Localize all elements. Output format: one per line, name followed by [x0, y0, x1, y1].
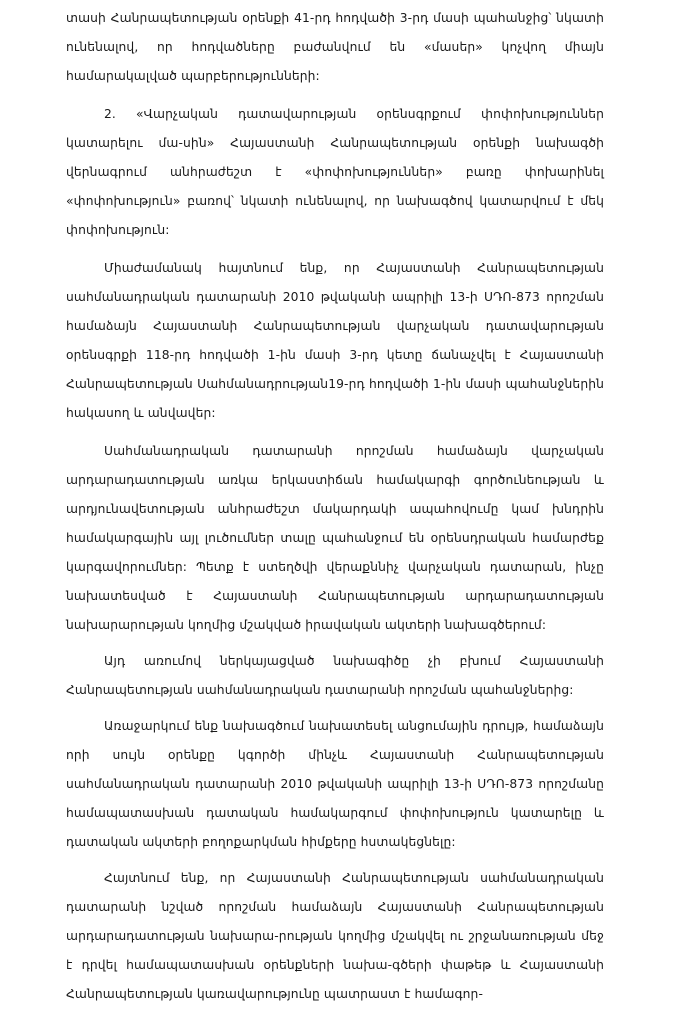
paragraph-draft-noncompliance: Այդ առումով ներկայացված նախագիծը չի բխում Հայաստանի Հանրապետության սահմանադրական դատարանի որոշման պահանջներից: — [66, 654, 604, 697]
document-body — [66, 4, 604, 1009]
paragraph-ministry-package: Հայտնում ենք, որ Հայաստանի Հանրապետության սահմանադրական դատարանի նշված որոշման համաձայն Հայաստանի Հանրապետության արդարադատության նախարա-րության կողմից մշակվել ու շրջանառության մեջ է դրվել համապատասխան օրենքների նախա-գծերի փաթեթ և Հայաստանի Հանրապետության կառավարությունը պատրաստ է համագոր- — [66, 871, 604, 1001]
paragraph-item-2: 2. «Վարչական դատավարության օրենսգրքում փոփոխություններ կատարելու մա-սին» Հայաստանի Հանրապետության օրենքի նախագծի վերնագրում անհրաժեշտ է «փոփոխություններ» բառը փոխարինել «փոփոխություն» բառով՝ նկատի ունենալով, որ նախագծով կատարվում է մեկ փոփոխություն: — [66, 107, 604, 237]
paragraph-constitutional-court-decision: Միաժամանակ հայտնում ենք, որ Հայաստանի Հանրապետության սահմանադրական դատարանի 2010 թվականի ապրիլի 13-ի ՍԴՈ-873 որոշման համաձայն Հայաստանի Հանրապետության վարչական դատավարության օրենսգրքի 118-րդ հոդվածի 1-ին մասի 3-րդ կետը ճանաչվել է Հայաստանի Հանրապետության Սահմանադրության19-րդ հոդվածի 1-ին մասի պահանջներին հակասող և անվավեր: — [66, 261, 604, 420]
paragraph-continuation: տասի Հանրապետության օրենքի 41-րդ հոդվածի 3-րդ մասի պահանջից՝ նկատի ունենալով, որ հոդվածները բաժանվում են «մասեր» կոչվող միայն համարակալված պարբերությունների: — [66, 11, 604, 83]
paragraph-court-decision-requirements: Սահմանադրական դատարանի որոշման համաձայն վարչական արդարադատության առկա երկաստիճան համակարգի գործունեության և արդյունավետության անհրաժեշտ մակարդակի ապահովումը կամ խնդրին համակարգային այլ լուծումներ տալը պահանջում են օրենսդրական համարժեք կարգավորումներ: Պետք է ստեղծվի վերաքննիչ վարչական դատարան, ինչը նախատեսված է Հայաստանի Հանրապետության արդարադատության նախարարության կողմից մշակված իրավական ակտերի նախագծերում: — [66, 444, 604, 632]
paragraph-transitional-provision: Առաջարկում ենք նախագծում նախատեսել անցումային դրույթ, համաձայն որի սույն օրենքը կգործի մինչև Հայաստանի Հանրապետության սահմանադրական դատարանի 2010 թվականի ապրիլի 13-ի ՍԴՈ-873 որոշմանը համապատասխան դատական համակարգում փոփոխություն կատարելը և դատական ակտերի բողոքարկման հիմքերը հստակեցնելը: — [66, 719, 604, 849]
